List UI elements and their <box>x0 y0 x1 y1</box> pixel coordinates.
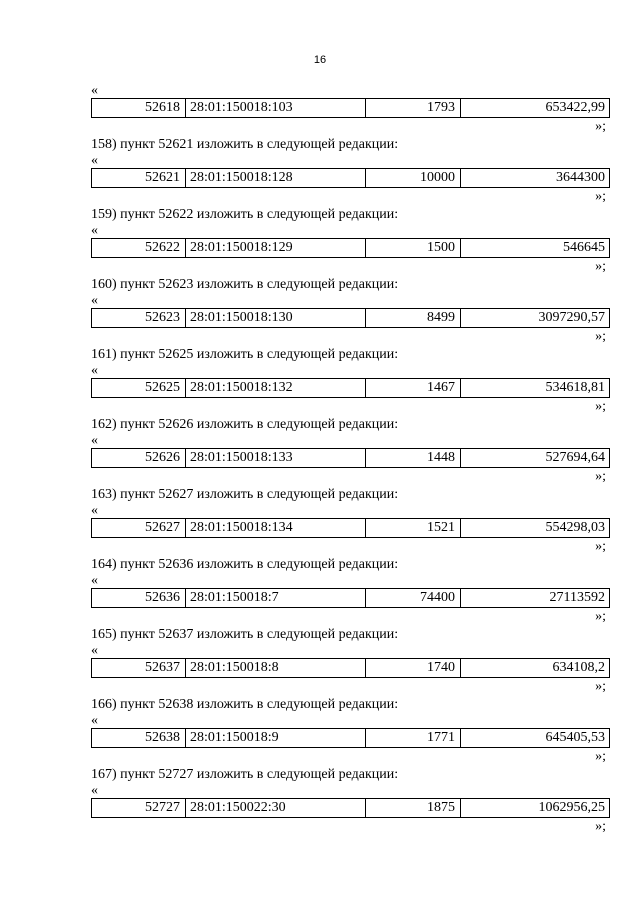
cadastral-value-cell: 534618,81 <box>545 380 605 395</box>
cadastral-value-cell: 3644300 <box>556 170 605 185</box>
closing-quote: »; <box>595 749 606 764</box>
area-cell: 1793 <box>366 99 461 117</box>
cadastral-number-cell: 28:01:150018:130 <box>186 309 366 327</box>
item-number-cell: 52618 <box>92 99 186 117</box>
table-row <box>91 588 610 608</box>
page-number: 16 <box>313 54 327 66</box>
opening-quote: « <box>91 223 98 238</box>
area-cell: 1467 <box>366 379 461 397</box>
opening-quote: « <box>91 153 98 168</box>
amendment-instruction: 164) пункт 52636 изложить в следующей редакции: <box>91 557 399 572</box>
closing-quote: »; <box>595 119 606 134</box>
area-cell: 1740 <box>366 659 461 677</box>
item-number-cell: 52627 <box>92 519 186 537</box>
closing-quote: »; <box>595 189 606 204</box>
opening-quote: « <box>91 293 98 308</box>
opening-quote: « <box>91 503 98 518</box>
area-cell: 8499 <box>366 309 461 327</box>
opening-quote: « <box>91 363 98 378</box>
opening-quote: « <box>91 433 98 448</box>
area-cell: 1521 <box>366 519 461 537</box>
item-number-cell: 52626 <box>92 449 186 467</box>
amendment-instruction: 158) пункт 52621 изложить в следующей редакции: <box>91 137 399 152</box>
cadastral-value-cell: 645405,53 <box>545 730 605 745</box>
item-number-cell: 52636 <box>92 589 186 607</box>
closing-quote: »; <box>595 469 606 484</box>
amendment-block <box>91 84 610 135</box>
closing-quote: »; <box>595 819 606 834</box>
item-number-cell: 52622 <box>92 239 186 257</box>
area-cell: 10000 <box>366 169 461 187</box>
table-row <box>91 518 610 538</box>
cadastral-value-cell: 27113592 <box>549 590 605 605</box>
item-number-cell: 52625 <box>92 379 186 397</box>
item-number-cell: 52637 <box>92 659 186 677</box>
cadastral-number-cell: 28:01:150018:8 <box>186 659 366 677</box>
cadastral-number-cell: 28:01:150018:103 <box>186 99 366 117</box>
cadastral-value-cell: 546645 <box>563 240 605 255</box>
amendment-instruction: 161) пункт 52625 изложить в следующей редакции: <box>91 347 399 362</box>
area-cell: 74400 <box>366 589 461 607</box>
closing-quote: »; <box>595 399 606 414</box>
table-row <box>91 168 610 188</box>
area-cell: 1875 <box>366 799 461 817</box>
amendments-list <box>91 84 610 835</box>
cadastral-number-cell: 28:01:150018:129 <box>186 239 366 257</box>
area-cell: 1500 <box>366 239 461 257</box>
opening-quote: « <box>91 83 98 98</box>
amendment-instruction: 163) пункт 52627 изложить в следующей редакции: <box>91 487 399 502</box>
amendment-block <box>91 555 610 625</box>
table-row <box>91 308 610 328</box>
amendment-instruction: 165) пункт 52637 изложить в следующей редакции: <box>91 627 399 642</box>
table-row <box>91 98 610 118</box>
area-cell: 1771 <box>366 729 461 747</box>
cadastral-number-cell: 28:01:150018:7 <box>186 589 366 607</box>
table-row <box>91 238 610 258</box>
opening-quote: « <box>91 643 98 658</box>
amendment-block <box>91 485 610 555</box>
amendment-instruction: 167) пункт 52727 изложить в следующей редакции: <box>91 767 399 782</box>
item-number-cell: 52727 <box>92 799 186 817</box>
closing-quote: »; <box>595 539 606 554</box>
cadastral-number-cell: 28:01:150018:133 <box>186 449 366 467</box>
table-row <box>91 378 610 398</box>
amendment-instruction: 162) пункт 52626 изложить в следующей редакции: <box>91 417 399 432</box>
item-number-cell: 52623 <box>92 309 186 327</box>
opening-quote: « <box>91 713 98 728</box>
cadastral-value-cell: 527694,64 <box>545 450 605 465</box>
cadastral-value-cell: 634108,2 <box>552 660 605 675</box>
amendment-block <box>91 695 610 765</box>
closing-quote: »; <box>595 329 606 344</box>
table-row <box>91 448 610 468</box>
amendment-block <box>91 625 610 695</box>
amendment-instruction: 166) пункт 52638 изложить в следующей редакции: <box>91 697 399 712</box>
item-number-cell: 52621 <box>92 169 186 187</box>
cadastral-number-cell: 28:01:150018:132 <box>186 379 366 397</box>
opening-quote: « <box>91 783 98 798</box>
cadastral-value-cell: 554298,03 <box>545 520 605 535</box>
cadastral-value-cell: 1062956,25 <box>538 800 605 815</box>
cadastral-value-cell: 3097290,57 <box>538 310 605 325</box>
cadastral-number-cell: 28:01:150018:128 <box>186 169 366 187</box>
cadastral-number-cell: 28:01:150022:30 <box>186 799 366 817</box>
amendment-instruction: 159) пункт 52622 изложить в следующей редакции: <box>91 207 399 222</box>
cadastral-number-cell: 28:01:150018:9 <box>186 729 366 747</box>
amendment-block <box>91 345 610 415</box>
amendment-block <box>91 415 610 485</box>
area-cell: 1448 <box>366 449 461 467</box>
opening-quote: « <box>91 573 98 588</box>
amendment-block <box>91 765 610 835</box>
amendment-instruction: 160) пункт 52623 изложить в следующей редакции: <box>91 277 399 292</box>
amendment-block <box>91 275 610 345</box>
table-row <box>91 798 610 818</box>
closing-quote: »; <box>595 609 606 624</box>
cadastral-number-cell: 28:01:150018:134 <box>186 519 366 537</box>
table-row <box>91 728 610 748</box>
amendment-block <box>91 205 610 275</box>
cadastral-value-cell: 653422,99 <box>545 100 605 115</box>
item-number-cell: 52638 <box>92 729 186 747</box>
closing-quote: »; <box>595 679 606 694</box>
table-row <box>91 658 610 678</box>
closing-quote: »; <box>595 259 606 274</box>
amendment-block <box>91 135 610 205</box>
